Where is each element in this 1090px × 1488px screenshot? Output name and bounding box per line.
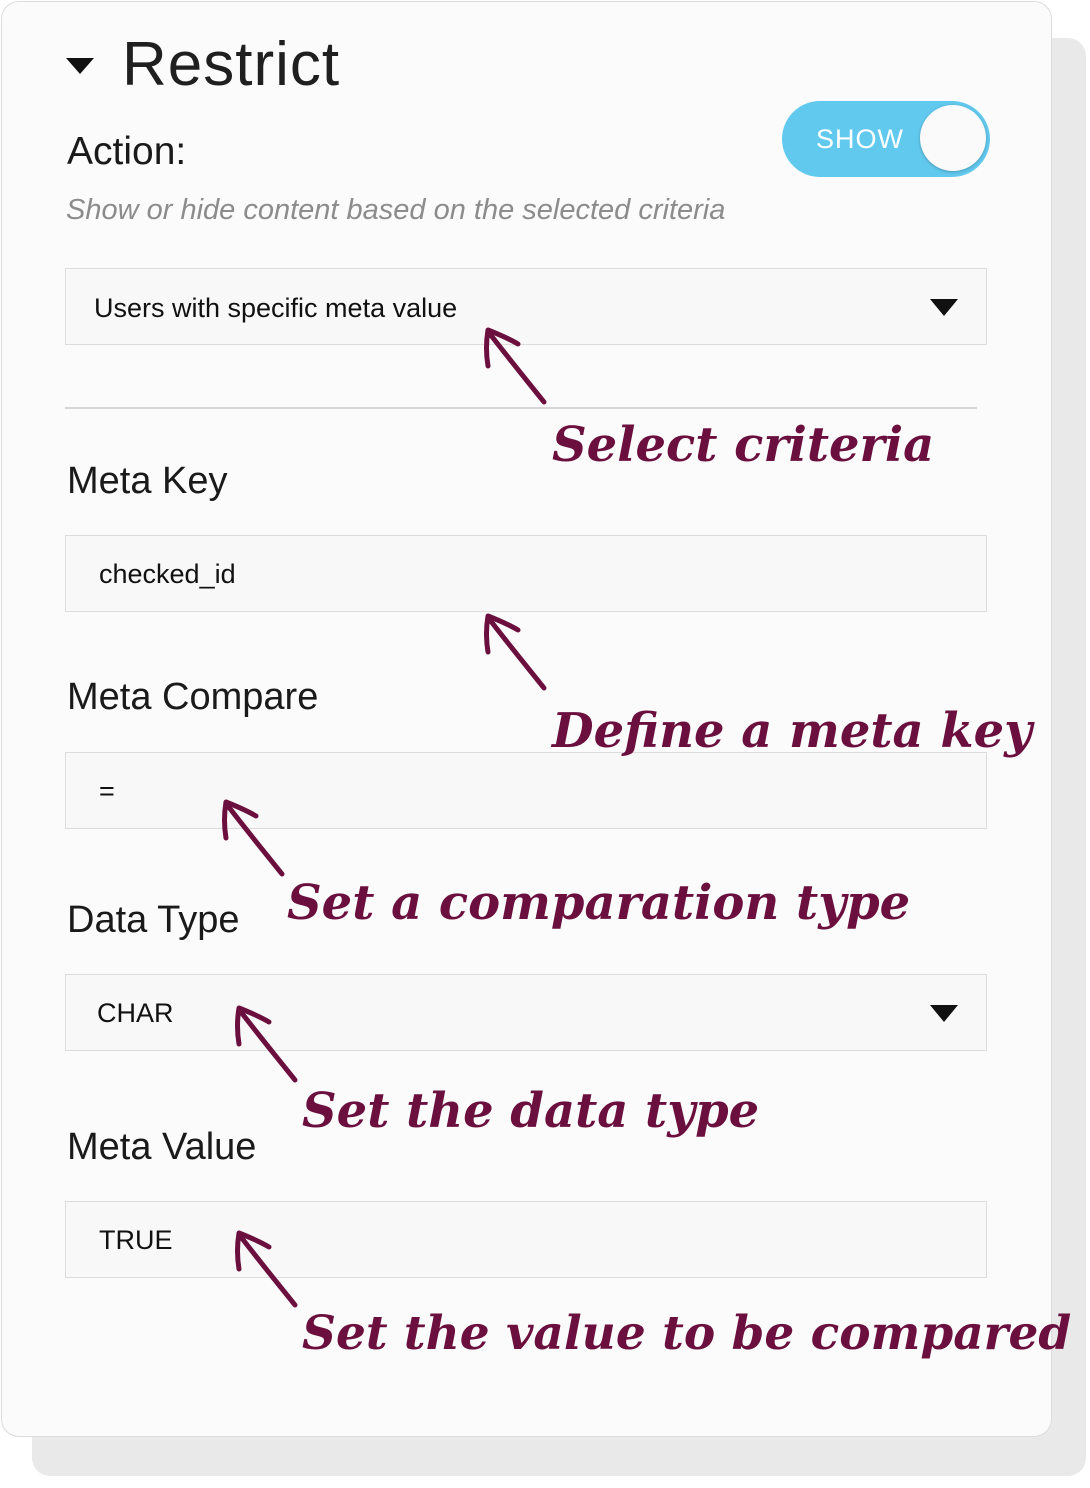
data-type-label: Data Type xyxy=(67,899,240,941)
annotation-data-type: Set the data type xyxy=(302,1083,760,1139)
show-hide-toggle[interactable] xyxy=(782,101,990,177)
data-type-value: CHAR xyxy=(97,998,174,1028)
section-title: Restrict xyxy=(122,30,341,99)
section-divider xyxy=(65,407,977,409)
collapse-caret-icon[interactable] xyxy=(66,58,94,74)
meta-value-input[interactable] xyxy=(65,1201,987,1278)
meta-value-value: TRUE xyxy=(99,1225,173,1255)
meta-value-label: Meta Value xyxy=(67,1126,257,1168)
criteria-select-value: Users with specific meta value xyxy=(94,293,458,323)
meta-key-value: checked_id xyxy=(99,559,236,589)
chevron-down-icon[interactable] xyxy=(930,299,958,316)
annotation-select-criteria: Select criteria xyxy=(552,417,935,473)
annotation-value-compared: Set the value to be compared xyxy=(302,1306,1072,1361)
meta-compare-input[interactable] xyxy=(65,752,987,829)
meta-compare-value: = xyxy=(99,776,115,806)
meta-key-input[interactable] xyxy=(65,535,987,612)
action-hint: Show or hide content based on the selected criteria xyxy=(66,194,726,226)
annotation-comparation-type: Set a comparation type xyxy=(287,875,911,931)
annotation-arrow-icon xyxy=(478,608,552,692)
chevron-down-icon[interactable] xyxy=(930,1005,958,1022)
annotation-arrow-icon xyxy=(478,322,552,406)
meta-compare-label: Meta Compare xyxy=(67,676,319,718)
toggle-knob[interactable] xyxy=(920,105,986,171)
annotation-define-meta-key: Define a meta key xyxy=(552,703,1033,759)
toggle-label: SHOW xyxy=(816,124,904,154)
annotation-arrow-icon xyxy=(216,794,290,878)
data-type-select[interactable] xyxy=(65,974,987,1051)
annotation-arrow-icon xyxy=(229,1000,303,1084)
annotation-arrow-icon xyxy=(229,1225,303,1309)
action-label: Action: xyxy=(67,130,187,173)
meta-key-label: Meta Key xyxy=(67,460,228,502)
